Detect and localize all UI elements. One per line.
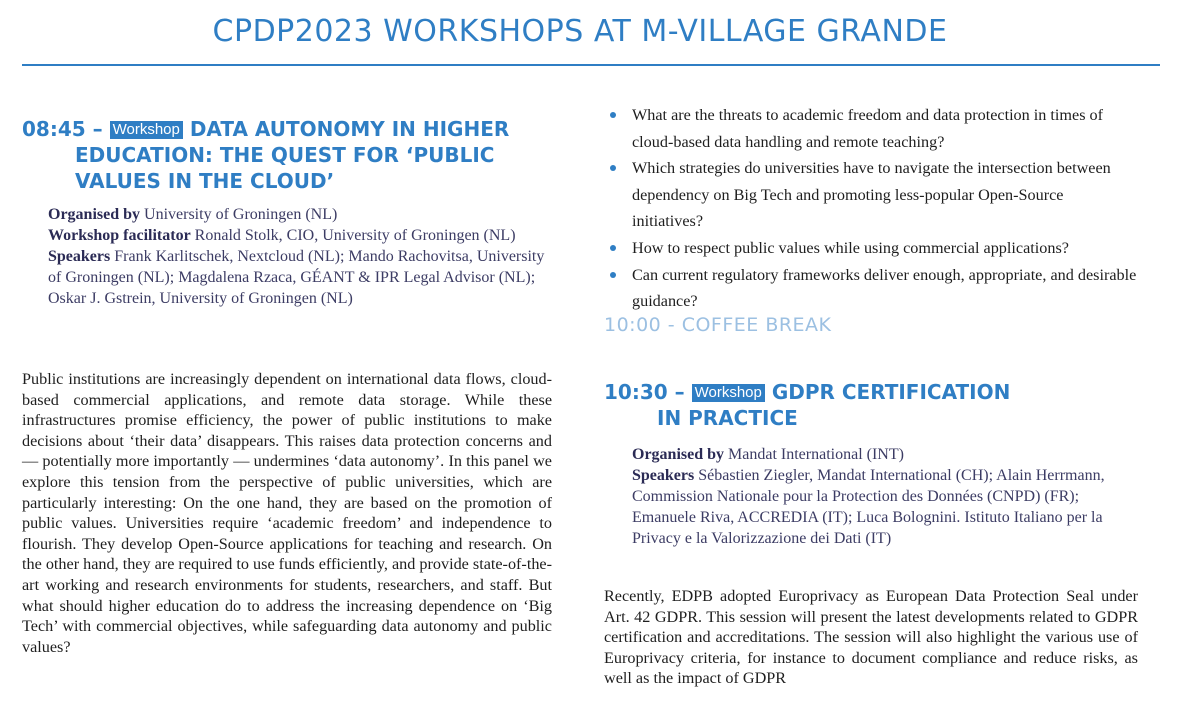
bullet-icon bbox=[610, 112, 616, 118]
session1-facilitator: Workshop facilitator Ronald Stolk, CIO, University of Groningen (NL) bbox=[48, 227, 516, 244]
session1-speakers: Speakers Frank Karlitschek, Nextcloud (NL); Mando Rachovitsa, University of Groningen (NL); Magdalena Rzaca, GÉANT & IPR Legal Advisor (NL); Oskar J. Gstrein, University of Groningen (NL) bbox=[48, 248, 545, 307]
session1-description: Public institutions are increasingly dependent on international data flows, cloud-based commercial applications, and remote data storage. While these infrastructures promise efficiency, the power of public institutions to make decisions about ‘their data’ disappears. This raises data protection concerns and — potentially more importantly — undermines ‘data autonomy’. In this panel we explore this tension from the perspective of public universities, which are particularly interesting: On the one hand, they are based on the promotion of public values. Universities require ‘academic freedom’ and independence to flourish. They develop Open-Source applications for teaching and research. On the other hand, they are required to use funds efficiently, and provide state-of-the-art working and research environments for students, researchers, and staff. But what should higher education do to address the increasing dependence on ‘Big Tech’ with commercial objectives, while safeguarding data autonomy and public values? bbox=[22, 370, 552, 656]
session2-workshop-badge: Workshop bbox=[692, 384, 765, 402]
session2-title-line1: GDPR CERTIFICATION bbox=[771, 380, 1011, 404]
list-item: What are the threats to academic freedom and data protection in times of cloud-based data handling and remote teaching? bbox=[604, 102, 1138, 155]
list-item: Can current regulatory frameworks deliver enough, appropriate, and desirable guidance? bbox=[604, 262, 1138, 315]
bullet-icon bbox=[610, 272, 616, 278]
session1-title-line2: EDUCATION: THE QUEST FOR ‘PUBLIC bbox=[75, 143, 495, 167]
list-item: Which strategies do universities have to navigate the intersection between dependency on Big Tech and promoting less-popular Open-Source initiatives? bbox=[604, 155, 1138, 235]
bullet-icon bbox=[610, 245, 616, 251]
page-title: CPDP2023 WORKSHOPS AT M-VILLAGE GRANDE bbox=[212, 14, 948, 49]
session1-questions bbox=[604, 102, 1138, 315]
session1-workshop-badge: Workshop bbox=[110, 121, 183, 139]
session1-title-line1: DATA AUTONOMY IN HIGHER bbox=[189, 117, 510, 141]
session2-organiser: Organised by Mandat International (INT) bbox=[632, 446, 904, 463]
session1-meta bbox=[48, 204, 554, 309]
session1-organiser: Organised by University of Groningen (NL) bbox=[48, 206, 338, 223]
session1-heading bbox=[22, 116, 562, 194]
session2-time: 10:30 – bbox=[604, 380, 685, 404]
coffee-break: 10:00 - COFFEE BREAK bbox=[604, 314, 832, 336]
list-item: How to respect public values while using commercial applications? bbox=[604, 235, 1138, 262]
bullet-icon bbox=[610, 165, 616, 171]
session2-speakers: Speakers Sébastien Ziegler, Mandat International (CH); Alain Herrmann, Commission Nationale pour la Protection des Données (CNPD) (FR); Emanuele Riva, ACCREDIA (IT); Luca Bolognini. Istituto Italiano per la Privacy e la Valorizzazione dei Dati (IT) bbox=[632, 467, 1105, 547]
session2-meta bbox=[632, 444, 1132, 549]
session1-title-line3: VALUES IN THE CLOUD’ bbox=[75, 169, 335, 193]
title-divider bbox=[22, 64, 1160, 66]
session2-title-line2: IN PRACTICE bbox=[657, 406, 798, 430]
session2-description: Recently, EDPB adopted Europrivacy as European Data Protection Seal under Art. 42 GDPR. This session will present the latest developments related to GDPR certification and accreditations. The session will also highlight the various use of Europrivacy criteria, for instance to document compliance and reduce risks, as well as the impact of GDPR bbox=[604, 587, 1138, 688]
session1-time: 08:45 – bbox=[22, 117, 103, 141]
session2-heading bbox=[604, 379, 1138, 431]
